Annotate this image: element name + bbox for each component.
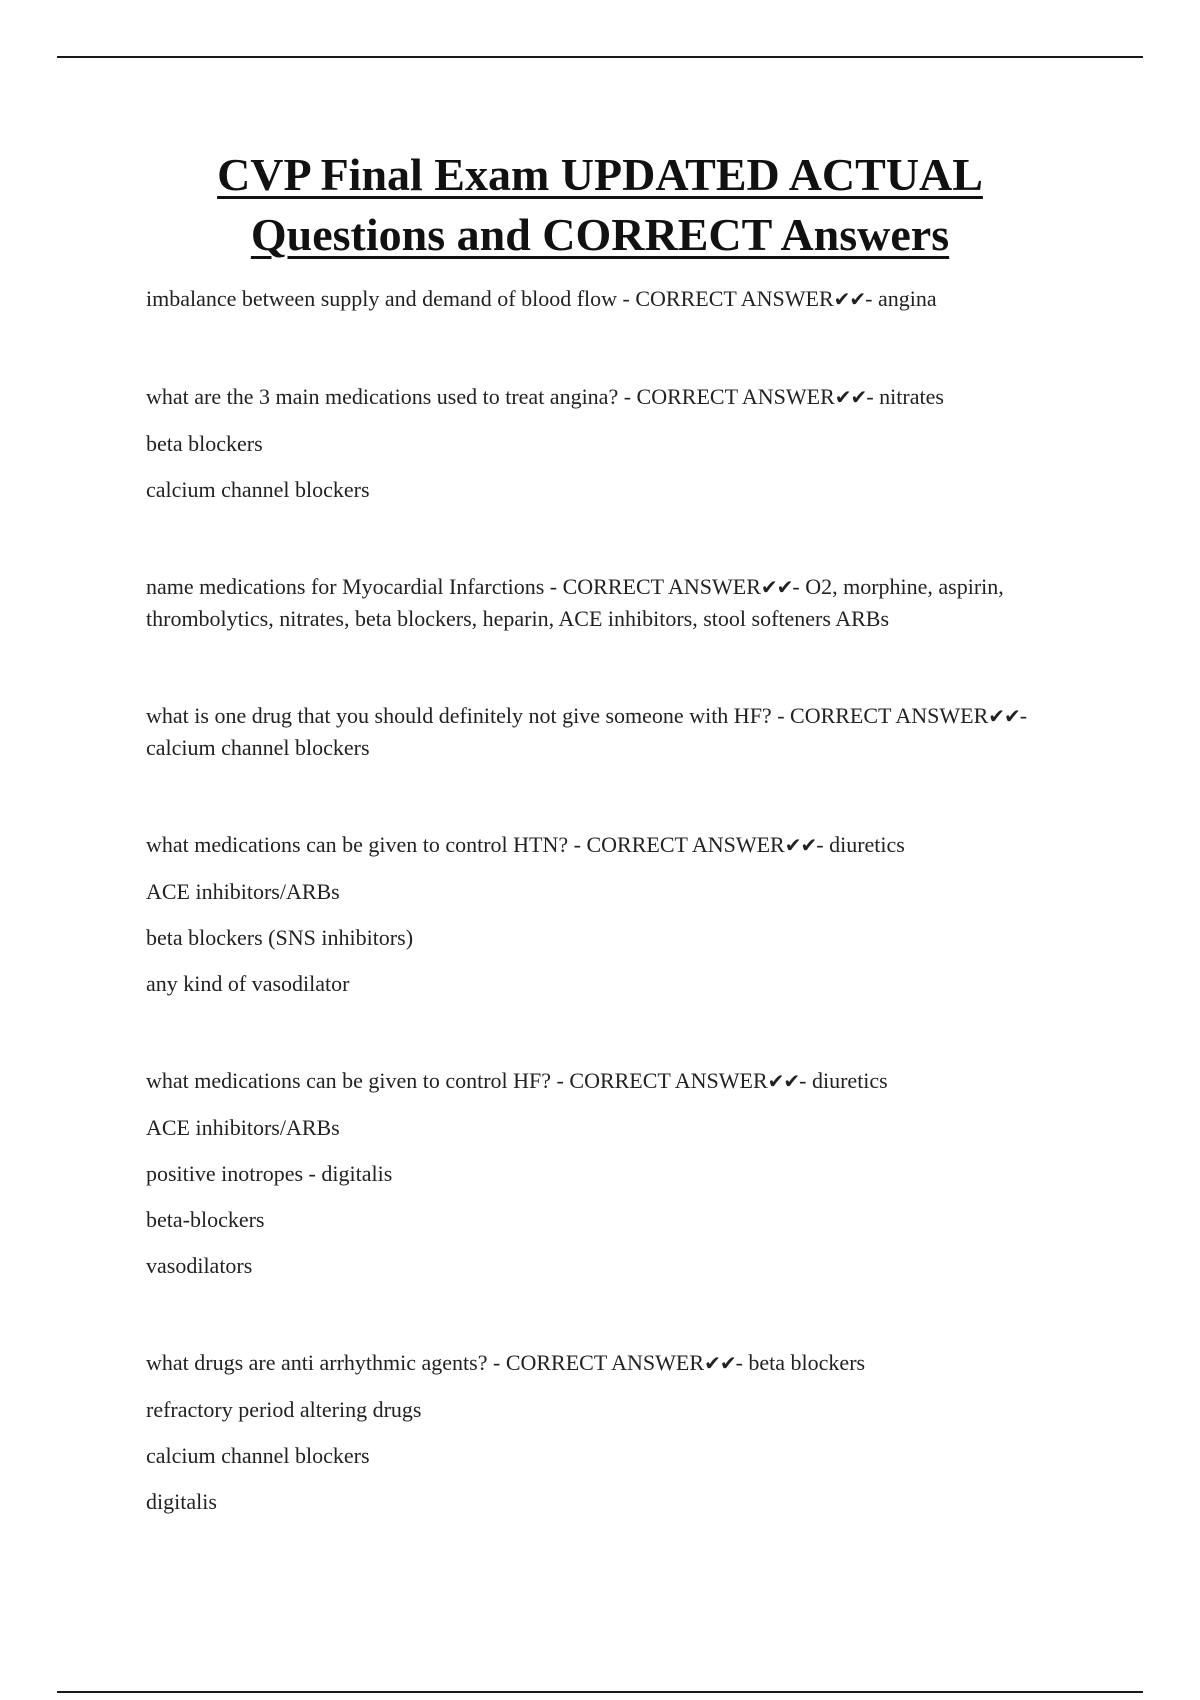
answer-line: positive inotropes - digitalis: [146, 1161, 393, 1186]
answer-line: ACE inhibitors/ARBs: [146, 1115, 340, 1140]
question-text: what drugs are anti arrhythmic agents? -: [146, 1350, 506, 1375]
title-line-2-text: Questions and CORRECT Answers: [250, 209, 950, 260]
answer-separator: -: [799, 1068, 812, 1093]
question-text: what are the 3 main medications used to treat angina? -: [146, 384, 637, 409]
answer-line: beta blockers: [146, 431, 263, 456]
question-line: [146, 571, 1066, 634]
correct-answer-label: CORRECT ANSWER: [790, 703, 989, 728]
answer-separator: -: [735, 1350, 749, 1375]
correct-answer-label: CORRECT ANSWER: [505, 1350, 705, 1375]
qa-entry: [146, 571, 1066, 634]
question-line: [146, 829, 1066, 861]
answer-separator: -: [1019, 703, 1028, 728]
answer-text: O2, morphine, aspirin, thrombolytics, nitrates, beta blockers, heparin, ACE inhibitors, stool softeners ARBs: [146, 574, 1004, 631]
double-check-icon: ✔✔: [833, 287, 866, 311]
correct-answer-label: CORRECT ANSWER: [636, 384, 835, 409]
answer-line: beta blockers (SNS inhibitors): [146, 925, 414, 950]
correct-answer-label: CORRECT ANSWER: [562, 574, 761, 599]
answer-separator: -: [792, 574, 806, 599]
title-line-1: [0, 145, 1200, 205]
question-line: [146, 700, 1066, 763]
double-check-icon: ✔✔: [988, 704, 1020, 728]
correct-answer-label: CORRECT ANSWER: [569, 1068, 768, 1093]
answer-text: diuretics: [829, 832, 905, 857]
answer-text: beta blockers: [748, 1350, 866, 1375]
qa-entry: [146, 381, 1066, 505]
qa-entry: [146, 700, 1066, 763]
answer-line: any kind of vasodilator: [146, 971, 350, 996]
qa-list: [146, 283, 1066, 1517]
answer-separator: -: [865, 286, 878, 311]
answer-line: refractory period altering drugs: [146, 1397, 422, 1422]
correct-answer-label: CORRECT ANSWER: [586, 832, 785, 857]
question-text: what medications can be given to control HTN? -: [146, 832, 587, 857]
footer-rule: [57, 1691, 1143, 1693]
answer-separator: -: [816, 832, 830, 857]
question-text: what medications can be given to control HF? -: [146, 1068, 570, 1093]
question-line: [146, 1065, 1066, 1097]
answer-text: diuretics: [811, 1068, 888, 1093]
qa-entry: [146, 283, 1066, 315]
answer-line: vasodilators: [146, 1253, 253, 1278]
double-check-icon: ✔✔: [784, 833, 817, 857]
answer-text: angina: [877, 286, 937, 311]
answer-line: beta-blockers: [146, 1207, 265, 1232]
question-text: name medications for Myocardial Infarctions -: [146, 574, 563, 599]
header-rule: [57, 56, 1143, 58]
answer-line: digitalis: [146, 1489, 217, 1514]
title-line-1-text: CVP Final Exam UPDATED ACTUAL: [217, 149, 983, 200]
answer-line: calcium channel blockers: [146, 477, 370, 502]
double-check-icon: ✔✔: [767, 1069, 800, 1093]
qa-entry: [146, 1347, 1066, 1517]
answer-line: calcium channel blockers: [146, 1443, 370, 1468]
answer-separator: -: [866, 384, 880, 409]
qa-entry: [146, 1065, 1066, 1281]
answer-text: calcium channel blockers: [146, 735, 370, 760]
qa-entry: [146, 829, 1066, 999]
correct-answer-label: CORRECT ANSWER: [635, 286, 834, 311]
double-check-icon: ✔✔: [760, 575, 793, 599]
question-line: [146, 283, 1066, 315]
question-line: [146, 381, 1066, 413]
question-text: imbalance between supply and demand of blood flow -: [146, 286, 636, 311]
document-title: [0, 145, 1200, 265]
answer-line: ACE inhibitors/ARBs: [146, 879, 340, 904]
title-line-2: [0, 205, 1200, 265]
double-check-icon: ✔✔: [834, 385, 867, 409]
question-text: what is one drug that you should definitely not give someone with HF? -: [146, 703, 791, 728]
answer-text: nitrates: [879, 384, 944, 409]
question-line: [146, 1347, 1066, 1379]
double-check-icon: ✔✔: [704, 1351, 736, 1375]
